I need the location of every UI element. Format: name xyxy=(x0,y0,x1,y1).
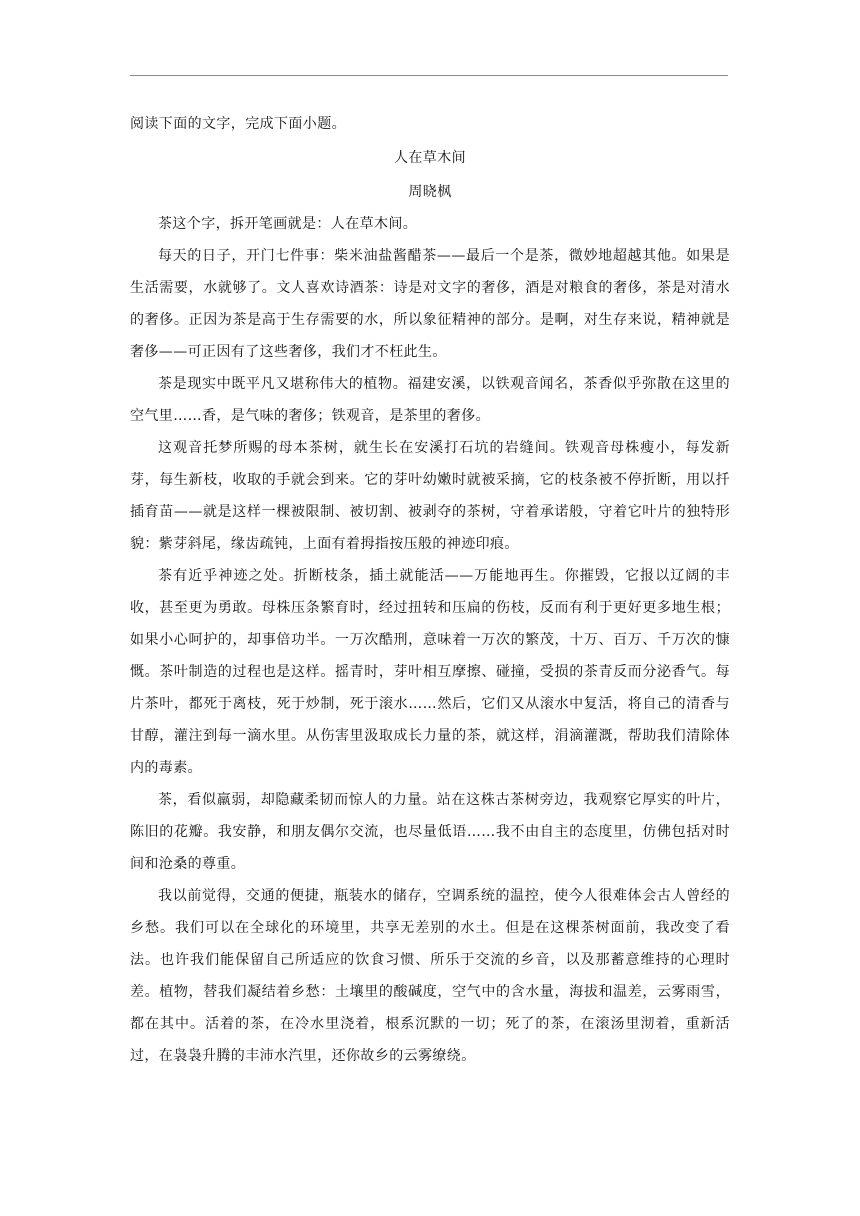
reading-passage xyxy=(130,108,730,1072)
reading-instruction: 阅读下面的文字，完成下面小题。 xyxy=(130,116,346,132)
passage-paragraph-3: 茶是现实中既平凡又堪称伟大的植物。福建安溪，以铁观音闻名，茶香似乎弥散在这里的空气里……香，是气味的奢侈；铁观音，是茶里的奢侈。 xyxy=(130,376,730,424)
passage-paragraph-5: 茶有近乎神迹之处。折断枝条，插土就能活——万能地再生。你摧毁，它报以辽阔的丰收，甚至更为勇敢。母株压条繁育时，经过扭转和压扁的伤枝，反而有利于更好更多地生根；如果小心呵护的，却事倍功半。一万次酷刑，意味着一万次的繁茂，十万、百万、千万次的慷慨。茶叶制造的过程也是这样。摇青时，芽叶相互摩擦、碰撞，受损的茶青反而分泌香气。每片茶叶，都死于离枝，死于炒制，死于滚水……然后，它们又从滚水中复活，将自己的清香与甘醇，灌注到每一滴水里。从伤害里汲取成长力量的茶，就这样，涓滴灌溉，帮助我们清除体内的毒素。 xyxy=(130,568,730,776)
passage-paragraph-4: 这观音托梦所赐的母本茶树，就生长在安溪打石坑的岩缝间。铁观音母株瘦小，每发新芽，每生新枝，收取的手就会到来。它的芽叶幼嫩时就被采摘，它的枝条被不停折断，用以扦插育苗——就是这样一棵被限制、被切割、被剥夺的茶树，守着承诺般，守着它叶片的独特形貌：紫芽斜尾，缘齿疏钝，上面有着拇指按压般的神迹印痕。 xyxy=(130,440,730,552)
passage-paragraph-7: 我以前觉得，交通的便捷，瓶装水的储存，空调系统的温控，使今人很难体会古人曾经的乡愁。我们可以在全球化的环境里，共享无差别的水土。但是在这棵茶树面前，我改变了看法。也许我们能保留自己所适应的饮食习惯、所乐于交流的乡音，以及那蓄意维持的心理时差。植物，替我们凝结着乡愁：土壤里的酸碱度，空气中的含水量，海拔和温差，云雾雨雪，都在其中。活着的茶，在冷水里浇着，根系沉默的一切；死了的茶，在滚汤里沏着，重新活过，在袅袅升腾的丰沛水汽里，还你故乡的云雾缭绕。 xyxy=(130,888,730,1064)
passage-title: 人在草木间 xyxy=(394,150,466,166)
passage-paragraph-2: 每天的日子，开门七件事：柴米油盐酱醋茶——最后一个是茶，微妙地超越其他。如果是生活需要，水就够了。文人喜欢诗酒茶：诗是对文字的奢侈，酒是对粮食的奢侈，茶是对清水的奢侈。正因为茶是高于生存需要的水，所以象征精神的部分。是啊，对生存来说，精神就是奢侈——可正因有了这些奢侈，我们才不枉此生。 xyxy=(130,248,730,360)
passage-author: 周晓枫 xyxy=(408,184,452,200)
passage-paragraph-1: 茶这个字，拆开笔画就是：人在草木间。 xyxy=(158,216,418,232)
top-divider xyxy=(130,75,728,76)
passage-paragraph-6: 茶，看似羸弱，却隐藏柔韧而惊人的力量。站在这株古茶树旁边，我观察它厚实的叶片，陈旧的花瓣。我安静，和朋友偶尔交流，也尽量低语……我不由自主的态度里，仿佛包括对时间和沧桑的尊重。 xyxy=(130,792,730,872)
